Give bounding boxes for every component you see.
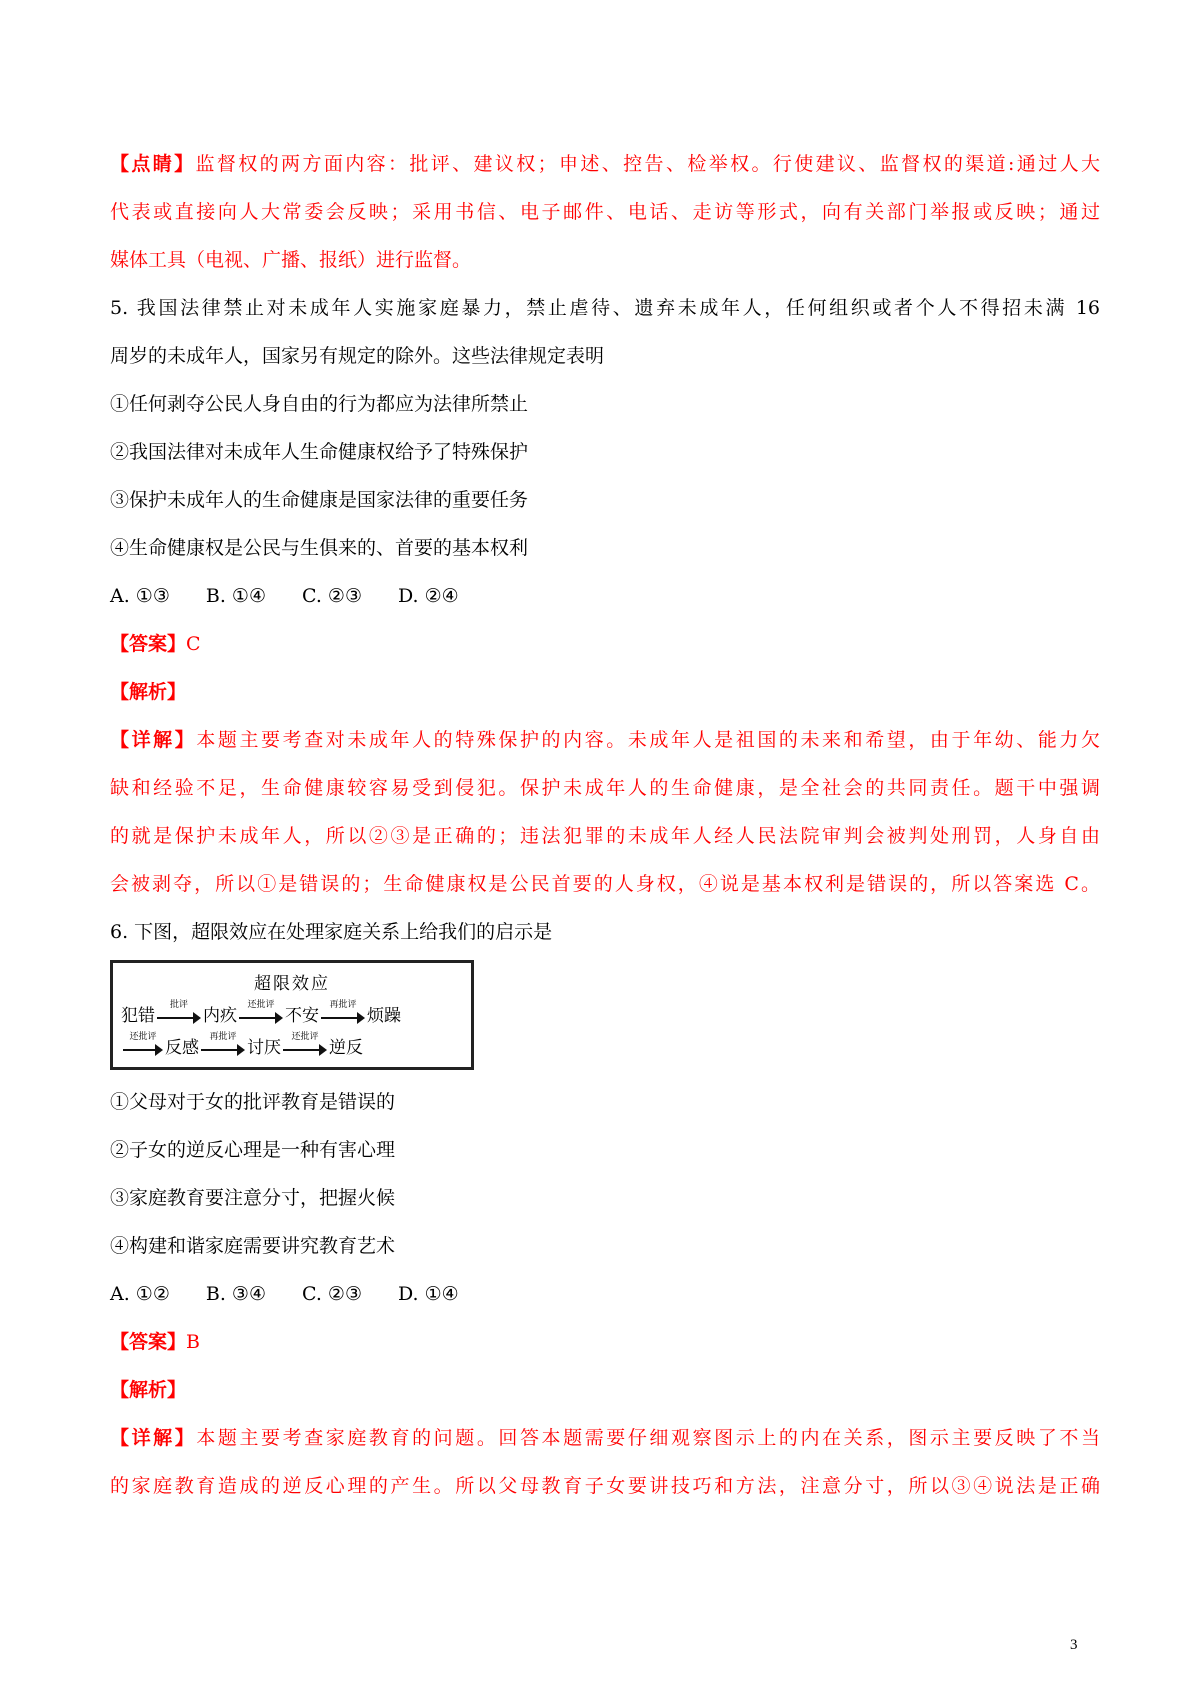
q5-answer: 【答案】C (110, 633, 201, 655)
q5-choice-a: A. ①③ (110, 585, 170, 607)
q5-choice-d: D. ②④ (398, 585, 459, 607)
q5-stem-line-2: 周岁的未成年人，国家另有规定的除外。这些法律规定表明 (110, 345, 605, 367)
q5-choices (110, 572, 1100, 620)
q6-choice-a: A. ①② (110, 1283, 170, 1305)
q6-detail-line-1: 【详解】本题主要考查家庭教育的问题。回答本题需要仔细观察图示上的内在关系，图示主要反映了不当 (110, 1427, 1100, 1449)
q6-option-1: ①父母对于女的批评教育是错误的 (110, 1091, 396, 1113)
figure-title: 超限效应 (254, 974, 330, 994)
arrow-icon: 再批评 (201, 1038, 245, 1060)
q5-option-2: ②我国法律对未成年人生命健康权给予了特殊保护 (110, 441, 529, 463)
arrow-icon: 批评 (157, 1006, 201, 1028)
dianjing-tag: 【点睛】 (110, 153, 196, 175)
q5-detail-line-4: 会被剥夺，所以①是错误的；生命健康权是公民首要的人身权，④说是基本权利是错误的，所以答案选 C。 (110, 873, 1100, 895)
q6-detail-line-2: 的家庭教育造成的逆反心理的产生。所以父母教育子女要讲技巧和方法，注意分寸，所以③④说法是正确 (110, 1475, 1100, 1497)
node-taoyan: 讨厌 (247, 1038, 281, 1058)
q6-option-3: ③家庭教育要注意分寸，把握火候 (110, 1187, 396, 1209)
dianjing-line-2: 代表或直接向人大常委会反映；采用书信、电子邮件、电话、走访等形式，向有关部门举报或反映；通过 (110, 201, 1100, 223)
q5-detail-line-2: 缺和经验不足，生命健康较容易受到侵犯。保护未成年人的生命健康，是全社会的共同责任。题干中强调 (110, 777, 1100, 799)
q6-option-2: ②子女的逆反心理是一种有害心理 (110, 1139, 396, 1161)
arrow-icon: 还批评 (239, 1006, 283, 1028)
q6-analysis-heading: 【解析】 (110, 1379, 187, 1401)
q5-detail-line-1: 【详解】本题主要考查对未成年人的特殊保护的内容。未成年人是祖国的未来和希望，由于年幼、能力欠 (110, 729, 1100, 751)
q5-choice-c: C. ②③ (301, 585, 362, 607)
node-neijiu: 内疚 (203, 1006, 237, 1026)
q5-option-3: ③保护未成年人的生命健康是国家法律的重要任务 (110, 489, 529, 511)
dianjing-line-1: 【点睛】监督权的两方面内容：批评、建议权；申述、控告、检举权。行使建议、监督权的渠道:通过人大 (110, 153, 1100, 175)
node-fangan: 反感 (165, 1038, 199, 1058)
figure-row-1 (121, 1001, 463, 1028)
q6-stem: 6. 下图，超限效应在处理家庭关系上给我们的启示是 (110, 921, 553, 943)
q5-choice-b: B. ①④ (205, 585, 266, 607)
q6-choice-d: D. ①④ (398, 1283, 459, 1305)
node-fanzao: 烦躁 (367, 1006, 401, 1026)
dianjing-line-3: 媒体工具（电视、广播、报纸）进行监督。 (110, 249, 472, 271)
q6-option-4: ④构建和谐家庭需要讲究教育艺术 (110, 1235, 396, 1257)
q6-answer: 【答案】B (110, 1331, 200, 1353)
arrow-icon: 还批评 (283, 1038, 327, 1060)
node-fancuo: 犯错 (121, 1006, 155, 1026)
q6-choice-c: C. ②③ (301, 1283, 362, 1305)
node-nifan: 逆反 (329, 1038, 363, 1058)
node-buan: 不安 (285, 1006, 319, 1026)
figure-row-2 (121, 1033, 463, 1060)
page-number: 3 (1070, 1637, 1078, 1653)
q5-option-4: ④生命健康权是公民与生俱来的、首要的基本权利 (110, 537, 529, 559)
q5-analysis-heading: 【解析】 (110, 681, 187, 703)
q6-choices (110, 1270, 1100, 1318)
arrow-icon: 再批评 (321, 1006, 365, 1028)
q6-choice-b: B. ③④ (205, 1283, 266, 1305)
document-page (110, 140, 1100, 1510)
q5-answer-value: C (186, 633, 201, 655)
q6-answer-value: B (186, 1331, 200, 1353)
q5-stem-line-1: 5. 我国法律禁止对未成年人实施家庭暴力，禁止虐待、遗弃未成年人，任何组织或者个人不得招未满 16 (110, 297, 1100, 319)
arrow-icon: 还批评 (123, 1038, 163, 1060)
q5-option-1: ①任何剥夺公民人身自由的行为都应为法律所禁止 (110, 393, 529, 415)
superlimit-effect-figure (110, 960, 474, 1070)
q5-detail-line-3: 的就是保护未成年人，所以②③是正确的；违法犯罪的未成年人经人民法院审判会被判处刑罚，人身自由 (110, 825, 1100, 847)
